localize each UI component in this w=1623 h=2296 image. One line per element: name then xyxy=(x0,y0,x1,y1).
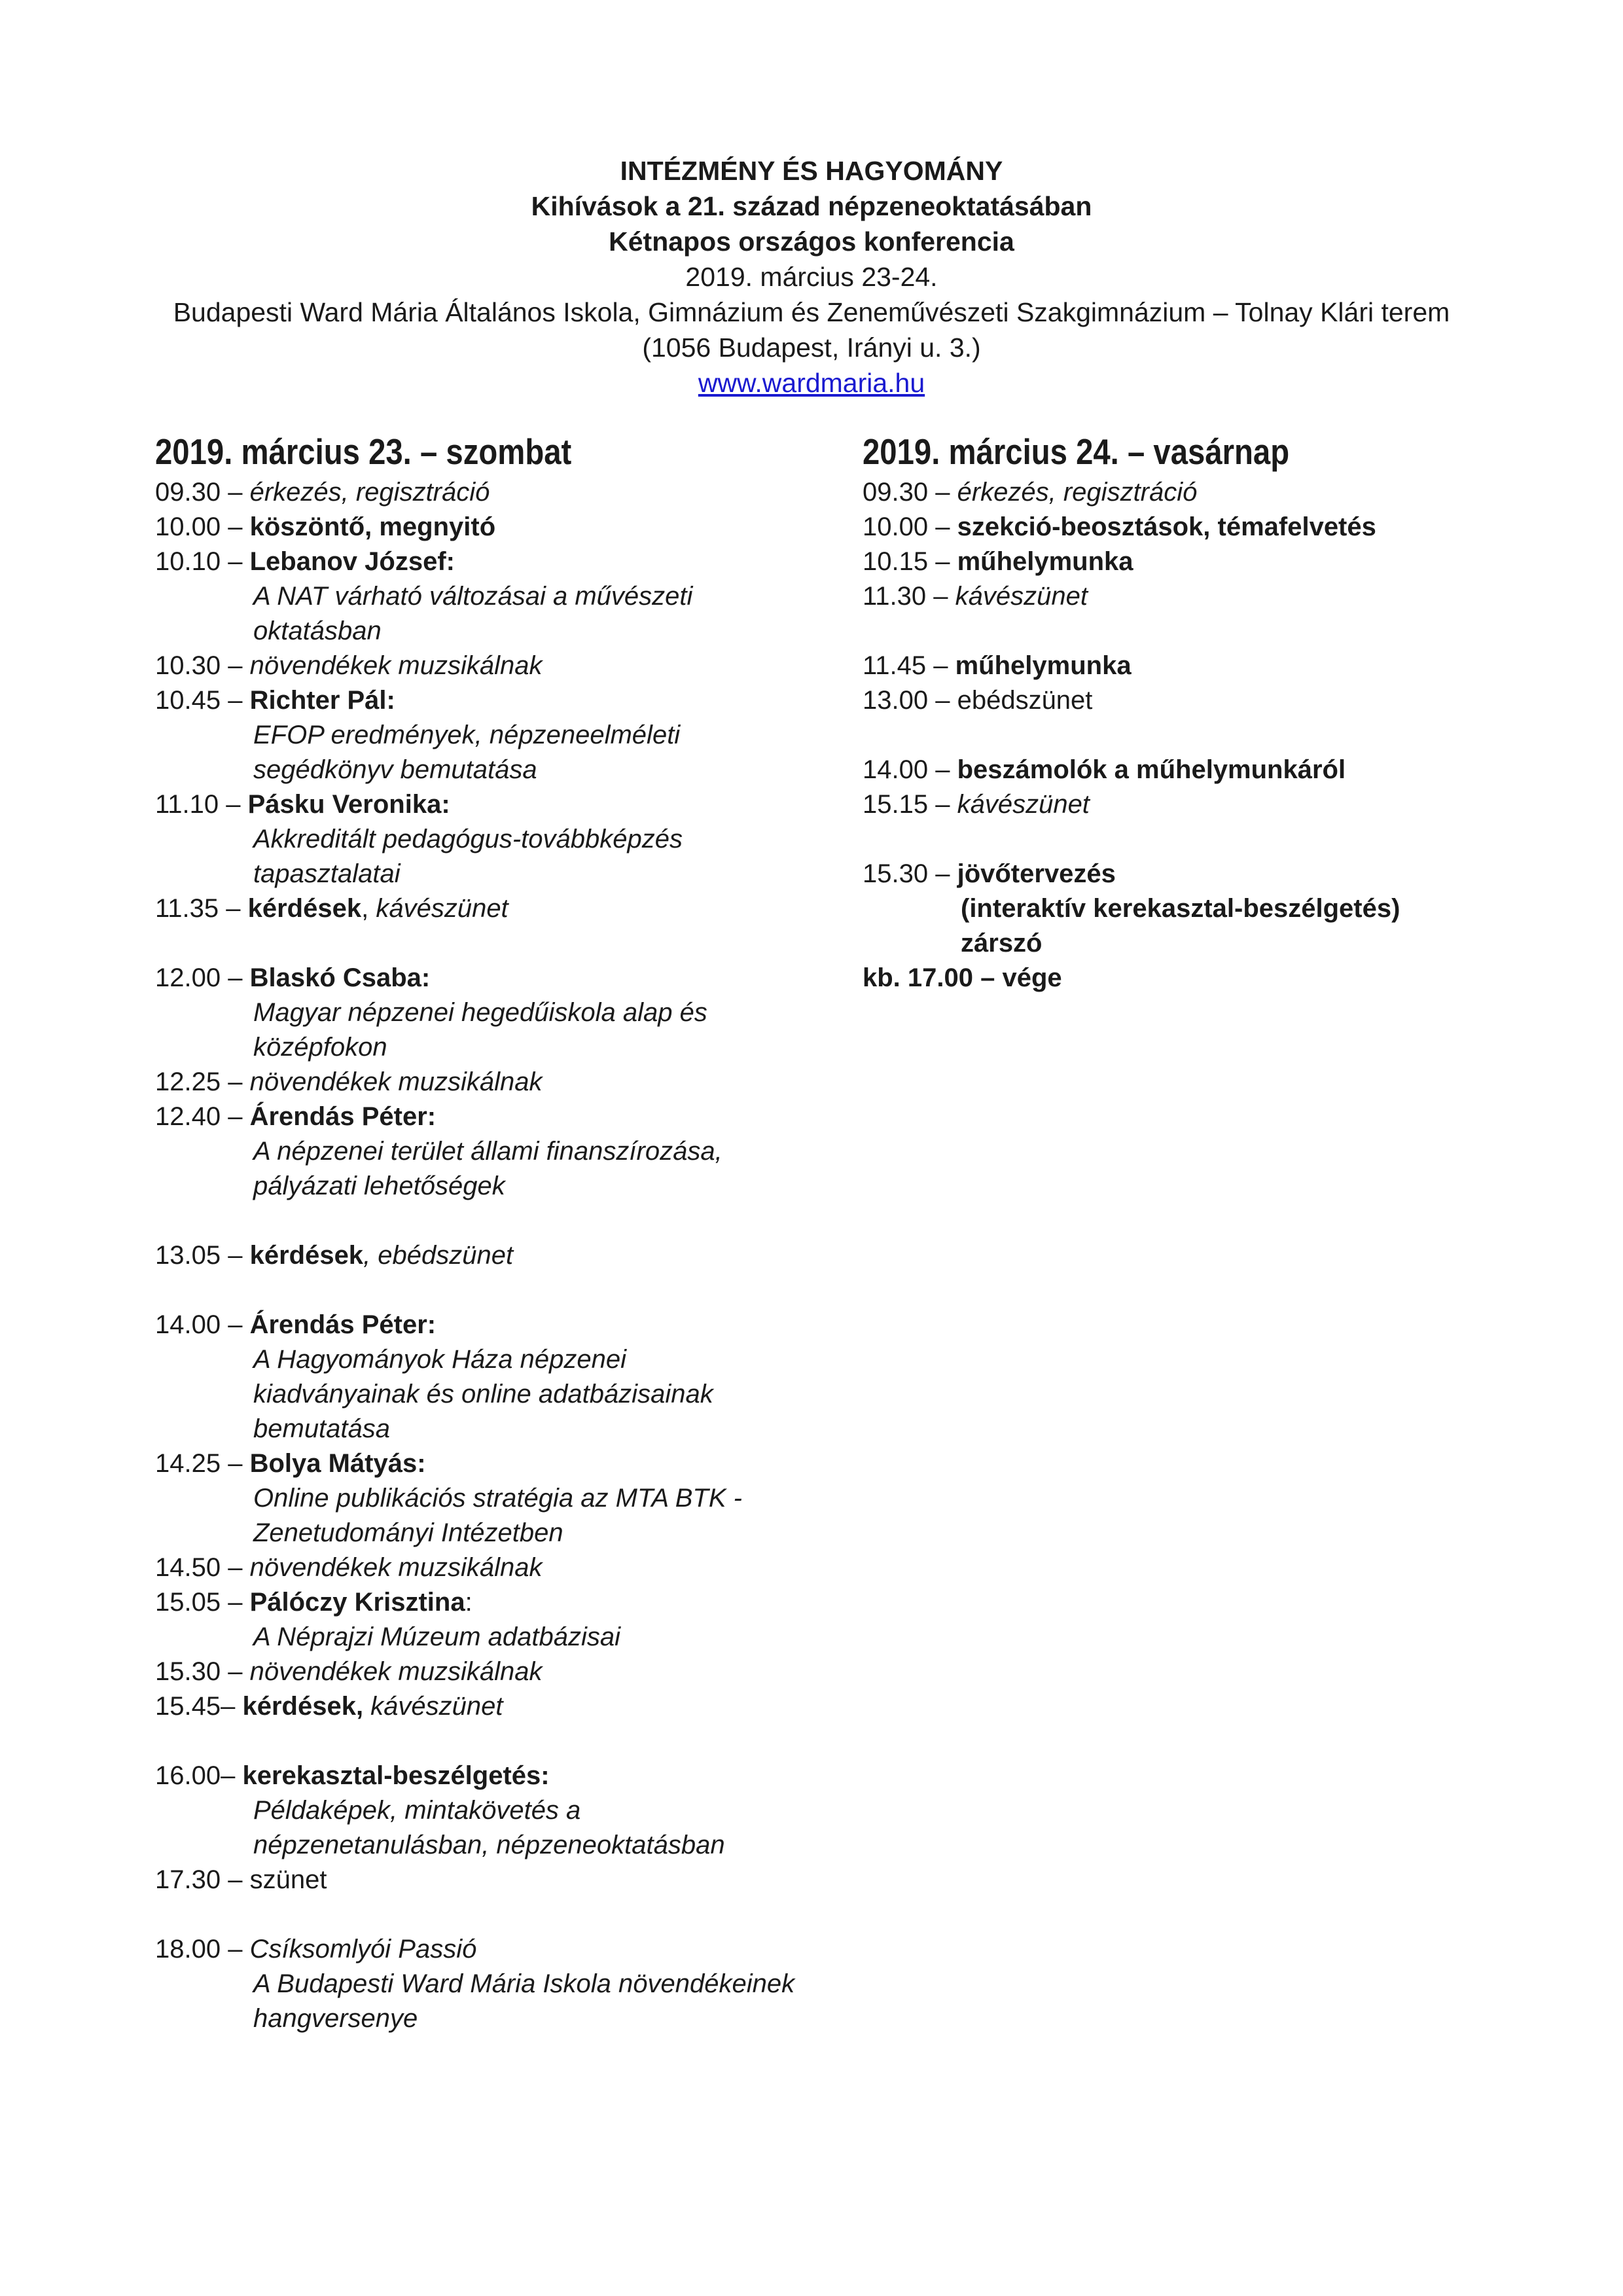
schedule-title: műhelymunka xyxy=(955,651,1132,680)
schedule-item xyxy=(863,579,1517,614)
schedule-item xyxy=(863,787,1517,822)
schedule-time: 13.00 – xyxy=(863,686,957,715)
schedule-time: 15.30 – xyxy=(863,859,957,888)
schedule-description: A Hagyományok Háza népzenei xyxy=(253,1345,626,1374)
schedule-description: oktatásban xyxy=(253,617,382,645)
schedule-item xyxy=(155,1238,810,1273)
day1-title: 2019. március 23. – szombat xyxy=(155,431,572,472)
schedule-title: Árendás Péter: xyxy=(249,1310,437,1339)
schedule-description: Magyar népzenei hegedűiskola alap és xyxy=(253,998,707,1027)
schedule-item xyxy=(155,1585,810,1620)
schedule-note: kávészünet xyxy=(376,894,508,923)
schedule-title: Pásku Veronika: xyxy=(247,790,450,819)
schedule-item xyxy=(155,961,810,996)
schedule-item xyxy=(863,961,1517,996)
schedule-note: növendékek muzsikálnak xyxy=(249,651,543,680)
day1-schedule xyxy=(155,475,810,2036)
spacer xyxy=(863,822,1517,857)
schedule-item xyxy=(155,1863,810,1897)
event-date: 2019. március 23-24. xyxy=(685,262,938,292)
schedule-text: szünet xyxy=(249,1865,327,1894)
schedule-item xyxy=(863,545,1517,579)
schedule-time: 11.30 – xyxy=(863,582,955,611)
schedule-title: beszámolók a műhelymunkáról xyxy=(957,755,1346,784)
schedule-description: Akkreditált pedagógus-továbbképzés xyxy=(253,825,683,853)
venue-website-link[interactable]: www.wardmaria.hu xyxy=(698,368,925,398)
schedule-time: 14.25 – xyxy=(155,1449,250,1478)
schedule-note: érkezés, regisztráció xyxy=(957,478,1198,507)
schedule-description: tapasztalatai xyxy=(253,859,401,888)
schedule-time: 15.45– xyxy=(155,1692,243,1721)
schedule-title: Blaskó Csaba: xyxy=(249,963,431,992)
schedule-note: növendékek muzsikálnak xyxy=(249,1067,543,1096)
schedule-description: pályázati lehetőségek xyxy=(253,1172,505,1200)
schedule-time: kb. 17.00 – vége xyxy=(863,963,1062,992)
schedule-description: népzenetanulásban, népzeneoktatásban xyxy=(253,1831,725,1859)
schedule-description: A népzenei terület állami finanszírozása, xyxy=(253,1137,722,1166)
schedule-note: növendékek muzsikálnak xyxy=(249,1553,543,1582)
day2-title: 2019. március 24. – vasárnap xyxy=(863,431,1290,472)
schedule-item xyxy=(863,753,1517,787)
schedule-time: 10.45 – xyxy=(155,686,250,715)
spacer xyxy=(863,614,1517,649)
schedule-time: 15.15 – xyxy=(863,790,957,819)
schedule-title: Pálóczy Krisztina xyxy=(249,1588,465,1617)
schedule-title: kerekasztal-beszélgetés: xyxy=(242,1761,550,1790)
schedule-description: EFOP eredmények, népzeneelméleti xyxy=(253,721,681,749)
schedule-time: 12.00 – xyxy=(155,963,250,992)
schedule-description: (interaktív kerekasztal-beszélgetés) xyxy=(961,894,1400,923)
schedule-time: 10.00 – xyxy=(155,512,250,541)
spacer xyxy=(155,1724,810,1759)
day2-program xyxy=(863,431,1517,996)
schedule-time: 15.05 – xyxy=(155,1588,250,1617)
event-title: INTÉZMÉNY ÉS HAGYOMÁNY xyxy=(620,156,1003,186)
event-venue: Budapesti Ward Mária Általános Iskola, Gimnázium és Zeneművészeti Szakgimnázium – Tolnay Klári terem xyxy=(173,297,1450,327)
schedule-item xyxy=(863,510,1517,545)
schedule-description: A Budapesti Ward Mária Iskola növendékeinek xyxy=(253,1969,795,1998)
spacer xyxy=(155,1897,810,1932)
schedule-time: 16.00– xyxy=(155,1761,243,1790)
schedule-note: kávészünet xyxy=(955,582,1088,611)
schedule-time: 14.50 – xyxy=(155,1553,250,1582)
schedule-item xyxy=(863,683,1517,718)
schedule-note: , ebédszünet xyxy=(363,1241,514,1270)
schedule-note: növendékek muzsikálnak xyxy=(249,1657,543,1686)
schedule-item xyxy=(155,1932,810,1967)
spacer xyxy=(155,1273,810,1308)
schedule-title: Lebanov József: xyxy=(249,547,455,576)
schedule-description: A Néprajzi Múzeum adatbázisai xyxy=(253,1623,620,1651)
schedule-time: 14.00 – xyxy=(155,1310,250,1339)
schedule-time: 12.25 – xyxy=(155,1067,250,1096)
schedule-time: 12.40 – xyxy=(155,1102,250,1131)
schedule-item xyxy=(155,1759,810,1793)
schedule-item xyxy=(155,787,810,822)
schedule-description: zárszó xyxy=(961,929,1043,958)
schedule-item xyxy=(155,1446,810,1481)
day1-program xyxy=(155,431,810,2036)
schedule-description: kiadványainak és online adatbázisainak xyxy=(253,1380,713,1408)
schedule-title: műhelymunka xyxy=(957,547,1133,576)
schedule-time: 13.05 – xyxy=(155,1241,250,1270)
schedule-title: kérdések, xyxy=(242,1692,364,1721)
schedule-item xyxy=(155,545,810,579)
schedule-item xyxy=(155,1100,810,1134)
schedule-note: kávészünet xyxy=(957,790,1090,819)
schedule-time: 11.45 – xyxy=(863,651,955,680)
schedule-title: jövőtervezés xyxy=(957,859,1116,888)
document-header xyxy=(131,153,1492,401)
schedule-description: Zenetudományi Intézetben xyxy=(253,1518,563,1547)
schedule-description: segédkönyv bemutatása xyxy=(253,755,537,784)
schedule-description: A NAT várható változásai a művészeti xyxy=(253,582,693,611)
spacer xyxy=(863,718,1517,753)
schedule-time: 10.10 – xyxy=(155,547,250,576)
schedule-item xyxy=(155,1655,810,1689)
schedule-text: , xyxy=(361,894,376,923)
schedule-time: 10.00 – xyxy=(863,512,957,541)
schedule-item xyxy=(155,1065,810,1100)
schedule-text: ebédszünet xyxy=(957,686,1093,715)
schedule-time: 17.30 – xyxy=(155,1865,250,1894)
schedule-time: 10.30 – xyxy=(155,651,250,680)
schedule-time: 11.10 – xyxy=(155,790,248,819)
schedule-text: : xyxy=(465,1588,473,1617)
schedule-item xyxy=(155,649,810,683)
schedule-title: Árendás Péter: xyxy=(249,1102,437,1131)
schedule-title: köszöntő, megnyitó xyxy=(249,512,496,541)
event-type: Kétnapos országos konferencia xyxy=(609,226,1014,257)
schedule-item xyxy=(863,649,1517,683)
schedule-item xyxy=(863,475,1517,510)
schedule-item xyxy=(155,1308,810,1342)
schedule-description: középfokon xyxy=(253,1033,387,1062)
schedule-time: 18.00 – xyxy=(155,1935,250,1964)
schedule-time: 09.30 – xyxy=(155,478,250,507)
schedule-time: 11.35 – xyxy=(155,894,248,923)
schedule-note: kávészünet xyxy=(363,1692,503,1721)
schedule-description: hangversenye xyxy=(253,2004,418,2033)
schedule-time: 10.15 – xyxy=(863,547,957,576)
schedule-item xyxy=(155,891,810,926)
day2-schedule xyxy=(863,475,1517,996)
schedule-description: bemutatása xyxy=(253,1414,391,1443)
schedule-item xyxy=(863,857,1517,891)
schedule-time: 14.00 – xyxy=(863,755,957,784)
schedule-title: kérdések xyxy=(249,1241,364,1270)
schedule-item xyxy=(155,475,810,510)
schedule-title: Bolya Mátyás: xyxy=(249,1449,426,1478)
schedule-note: Csíksomlyói Passió xyxy=(249,1935,477,1964)
schedule-item xyxy=(155,1689,810,1724)
schedule-title: kérdések xyxy=(247,894,362,923)
spacer xyxy=(155,1204,810,1238)
schedule-title: szekció-beosztások, témafelvetés xyxy=(957,512,1376,541)
schedule-time: 15.30 – xyxy=(155,1657,250,1686)
schedule-time: 09.30 – xyxy=(863,478,957,507)
schedule-item xyxy=(155,683,810,718)
schedule-description: Online publikációs stratégia az MTA BTK - xyxy=(253,1484,742,1513)
schedule-note: érkezés, regisztráció xyxy=(249,478,490,507)
schedule-item xyxy=(155,510,810,545)
event-address: (1056 Budapest, Irányi u. 3.) xyxy=(642,332,981,363)
schedule-title: Richter Pál: xyxy=(249,686,395,715)
event-subtitle: Kihívások a 21. század népzeneoktatásában xyxy=(531,191,1092,221)
spacer xyxy=(155,926,810,961)
schedule-description: Példaképek, mintakövetés a xyxy=(253,1796,581,1825)
schedule-item xyxy=(155,1551,810,1585)
